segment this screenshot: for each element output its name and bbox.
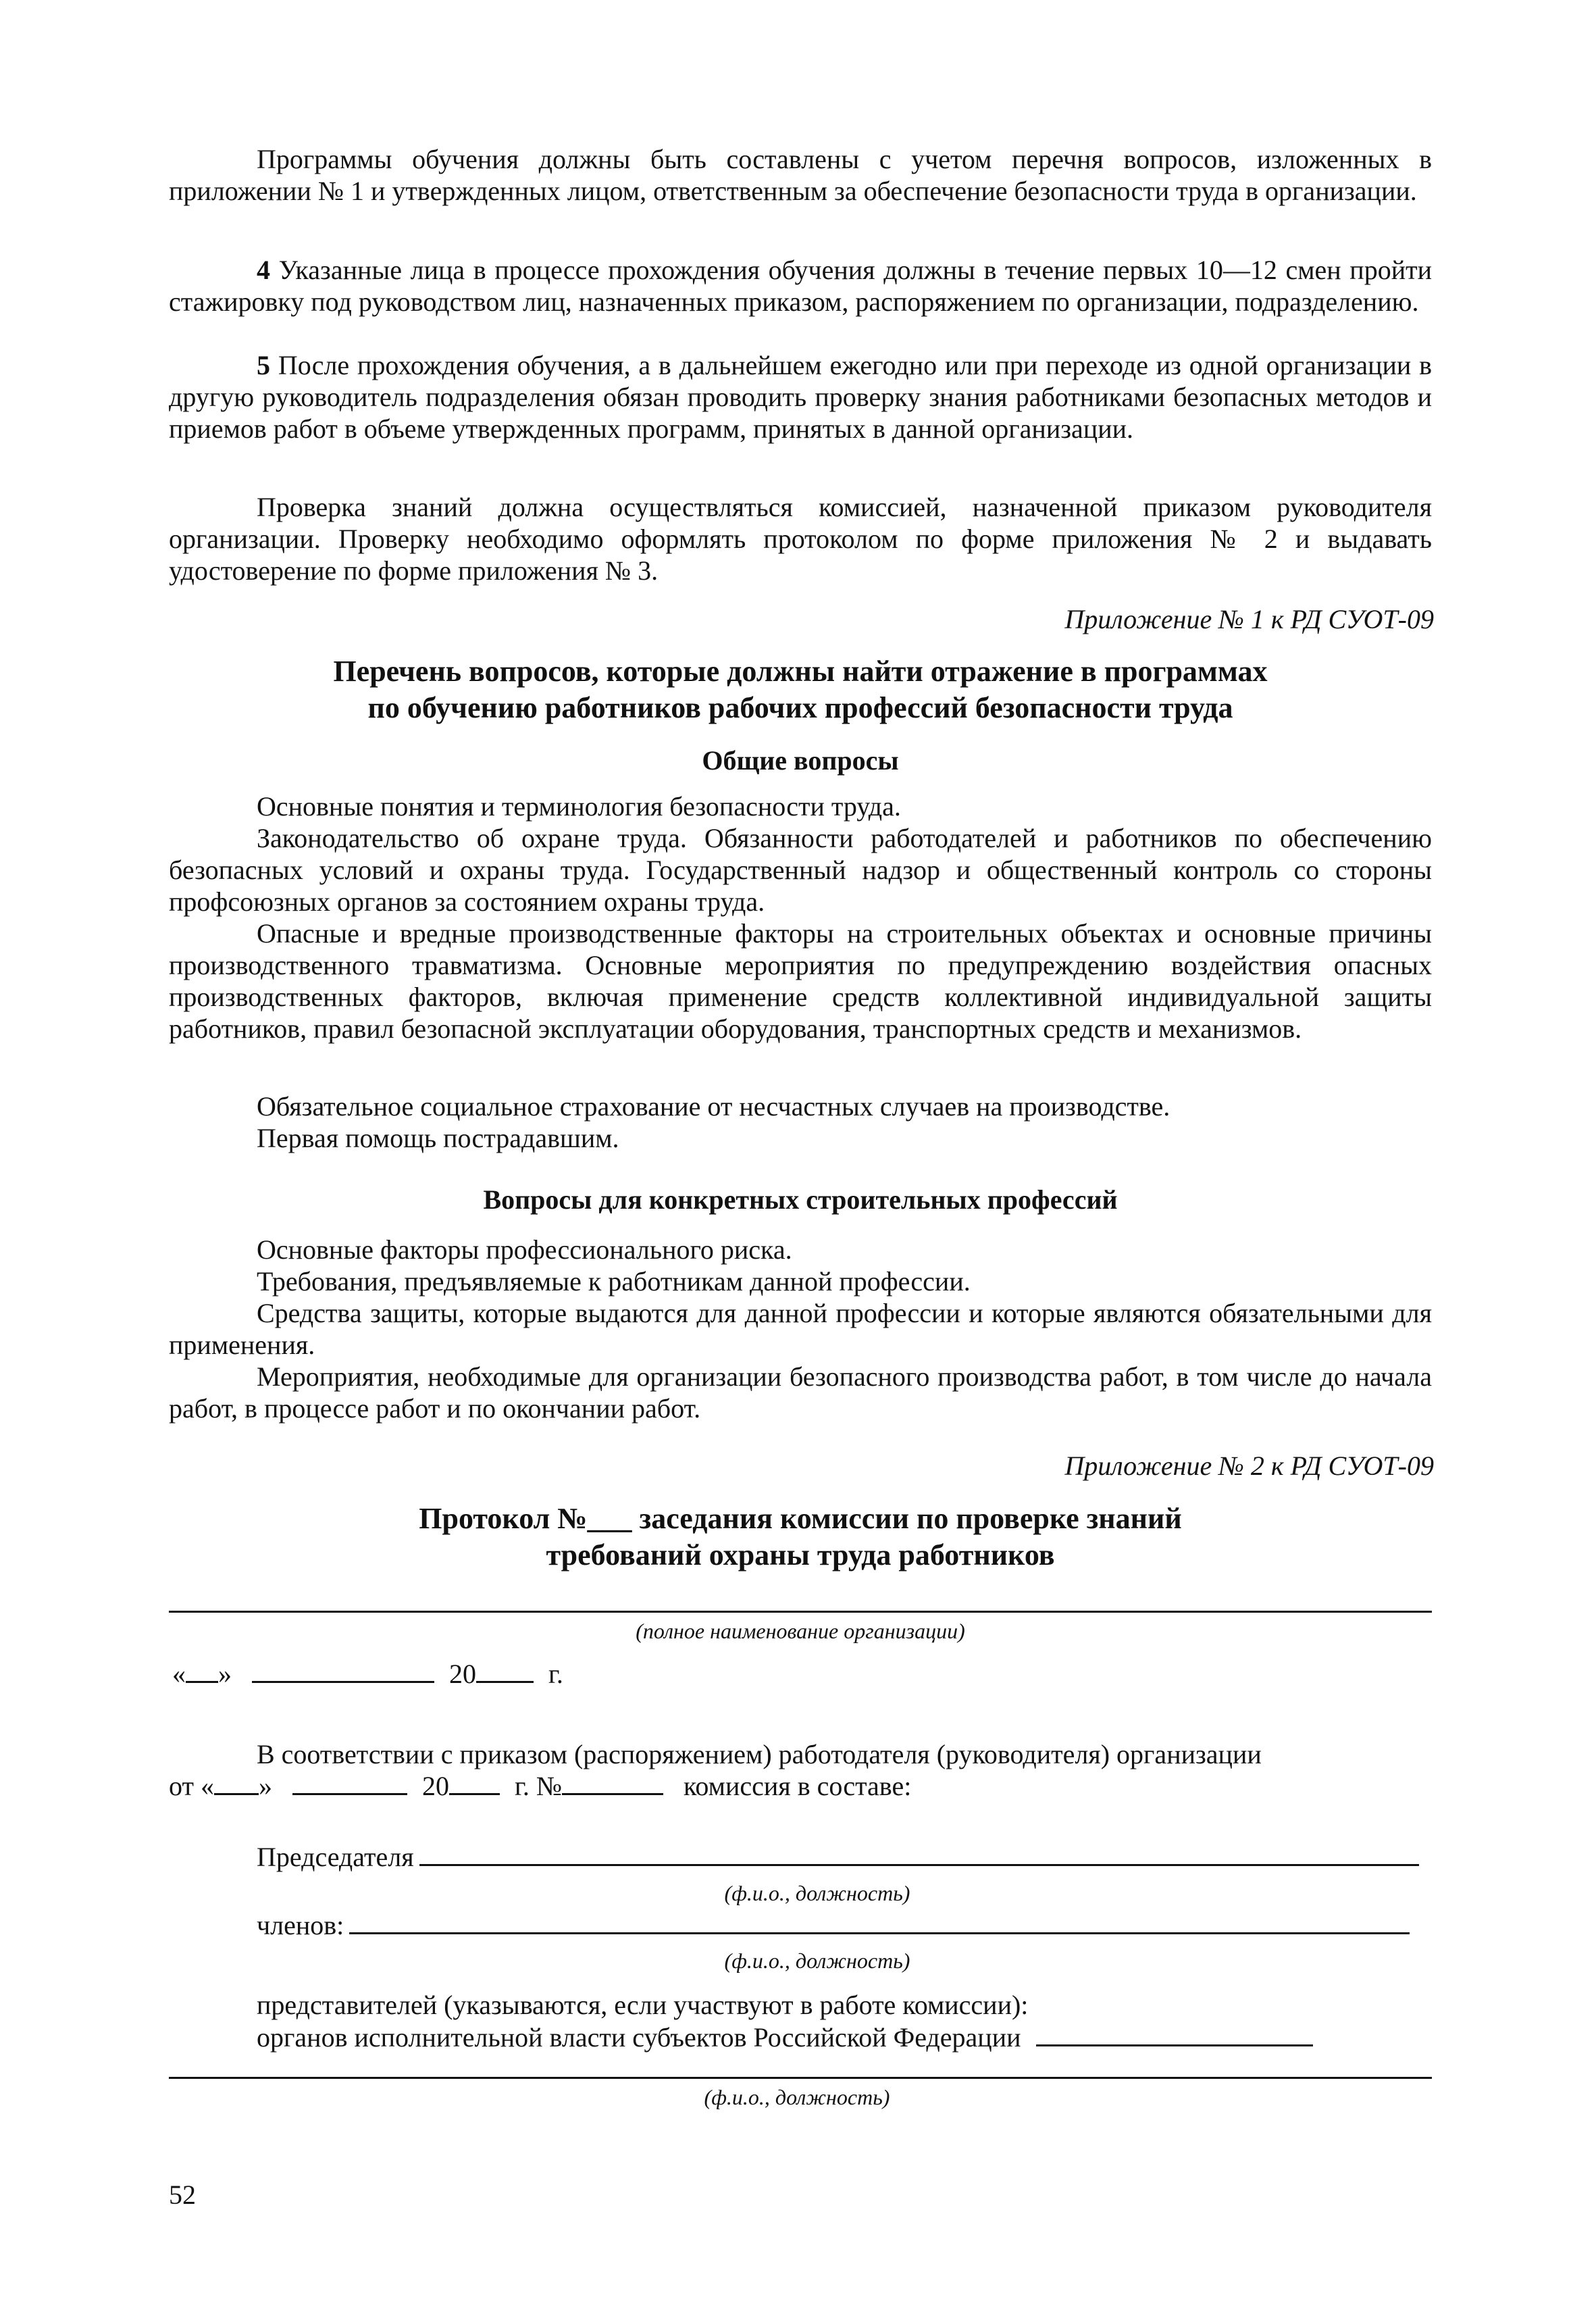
page-number: 52 bbox=[169, 2180, 196, 2210]
chairman-field[interactable] bbox=[419, 1841, 1419, 1866]
order-date-line bbox=[169, 1770, 911, 1802]
order-paragraph: В соответствии с приказом (распоряжением) работодателя (руководителя) организации bbox=[257, 1739, 1262, 1769]
authorities-field[interactable] bbox=[1036, 2021, 1313, 2046]
organization-name-line[interactable] bbox=[169, 1611, 1432, 1613]
list-item: Обязательное социальное страхование от несчастных случаев на производстве. bbox=[257, 1091, 1170, 1122]
members-field[interactable] bbox=[349, 1909, 1410, 1934]
paragraph-4-number: 4 bbox=[257, 255, 270, 285]
order-day-field[interactable] bbox=[214, 1770, 259, 1795]
authorities-name-line[interactable] bbox=[169, 2077, 1432, 2079]
date-close-quote: » bbox=[218, 1659, 232, 1689]
chairman-label: Председателя bbox=[257, 1842, 414, 1872]
list-item: Первая помощь пострадавшим. bbox=[257, 1123, 619, 1153]
protocol-title-line-2: требований охраны труда работников bbox=[546, 1538, 1055, 1571]
protocol-date-line bbox=[172, 1658, 563, 1690]
appendix-2-reference: Приложение № 2 к РД СУОТ-09 bbox=[1064, 1451, 1434, 1481]
representatives-text: представителей (указываются, если участвуют в работе комиссии): bbox=[257, 1990, 1029, 2020]
paragraph-5 bbox=[169, 349, 1432, 445]
order-from-label: от « bbox=[169, 1771, 214, 1801]
date-day-field[interactable] bbox=[186, 1658, 218, 1683]
list-item: Основные понятия и терминология безопасности труда. bbox=[257, 791, 901, 822]
members-label: членов: bbox=[257, 1910, 344, 1940]
members-line bbox=[257, 1909, 1410, 1941]
authorities-line bbox=[257, 2021, 1313, 2053]
date-year-prefix: 20 bbox=[449, 1659, 476, 1689]
chairman-caption: (ф.и.о., должность) bbox=[724, 1881, 910, 1905]
paragraph-programs: Программы обучения должны быть составлены с учетом перечня вопросов, изложенных в приложении № 1 и утвержденных лицом, ответственным за обеспечение безопасности труда в организации. bbox=[169, 144, 1432, 206]
authorities-caption: (ф.и.о., должность) bbox=[704, 2085, 890, 2109]
section-specific-professions-title: Вопросы для конкретных строительных профессий bbox=[483, 1184, 1118, 1215]
date-open-quote: « bbox=[172, 1659, 186, 1689]
authorities-label: органов исполнительной власти субъектов Российской Федерации bbox=[257, 2022, 1021, 2053]
list-item: Основные факторы профессионального риска. bbox=[257, 1234, 792, 1265]
chairman-line bbox=[257, 1841, 1419, 1873]
paragraph-4 bbox=[169, 254, 1432, 318]
appendix-1-title-line-1: Перечень вопросов, которые должны найти отражение в программах bbox=[333, 655, 1268, 688]
order-month-field[interactable] bbox=[292, 1770, 407, 1795]
list-item: Требования, предъявляемые к работникам данной профессии. bbox=[257, 1266, 971, 1297]
date-year-field[interactable] bbox=[476, 1658, 534, 1683]
section-general-questions-title: Общие вопросы bbox=[702, 745, 899, 776]
list-item: Мероприятия, необходимые для организации безопасного производства работ, в том числе до начала работ, в процессе работ и по окончании работ. bbox=[169, 1361, 1432, 1424]
paragraph-4-text: Указанные лица в процессе прохождения обучения должны в течение первых 10—12 смен пройти стажировку под руководством лиц, назначенных приказом, распоряжением по организации, подразделению. bbox=[169, 255, 1433, 317]
list-item: Законодательство об охране труда. Обязанности работодателей и работников по обеспечению безопасных условий и охраны труда. Государственный надзор и общественный контроль со стороны профсоюзных органов за состоянием охраны труда. bbox=[169, 823, 1432, 917]
paragraph-5-text: После прохождения обучения, а в дальнейшем ежегодно или при переходе из одной организации в другую руководитель подразделения обязан проводить проверку знания работниками безопасных методов и приемов работ в объеме утвержденных программ, принятых в данной организации. bbox=[169, 350, 1432, 444]
organization-name-caption: (полное наименование организации) bbox=[636, 1619, 965, 1643]
date-month-field[interactable] bbox=[252, 1658, 434, 1683]
paragraph-knowledge-check: Проверка знаний должна осуществляться комиссией, назначенной приказом руководителя организации. Проверку необходимо оформлять протоколом по форме приложения № 2 и выдавать удостоверение по форме приложения № 3. bbox=[169, 492, 1432, 586]
list-item: Средства защиты, которые выдаются для данной профессии и которые являются обязательными для применения. bbox=[169, 1298, 1432, 1360]
order-year-prefix: 20 bbox=[421, 1771, 449, 1801]
protocol-title-line-1: Протокол №___ заседания комиссии по проверке знаний bbox=[419, 1502, 1182, 1535]
order-number-field[interactable] bbox=[562, 1770, 663, 1795]
order-year-field[interactable] bbox=[449, 1770, 500, 1795]
date-year-suffix: г. bbox=[548, 1659, 563, 1689]
paragraph-5-number: 5 bbox=[257, 350, 270, 380]
order-number-label: г. № bbox=[514, 1771, 563, 1801]
members-caption: (ф.и.о., должность) bbox=[724, 1948, 910, 1973]
order-close-quote: » bbox=[258, 1771, 272, 1801]
appendix-1-title-line-2: по обучению работников рабочих профессий безопасности труда bbox=[367, 691, 1233, 724]
list-item: Опасные и вредные производственные факторы на строительных объектах и основные причины производственного травматизма. Основные мероприятия по предупреждению воздействия опасных производственных факторов, включая применение средств коллективной индивидуальной защиты работников, правил безопасной эксплуатации оборудования, транспортных средств и механизмов. bbox=[169, 918, 1432, 1044]
appendix-1-reference: Приложение № 1 к РД СУОТ-09 bbox=[1064, 604, 1434, 634]
commission-label: комиссия в составе: bbox=[684, 1771, 912, 1801]
